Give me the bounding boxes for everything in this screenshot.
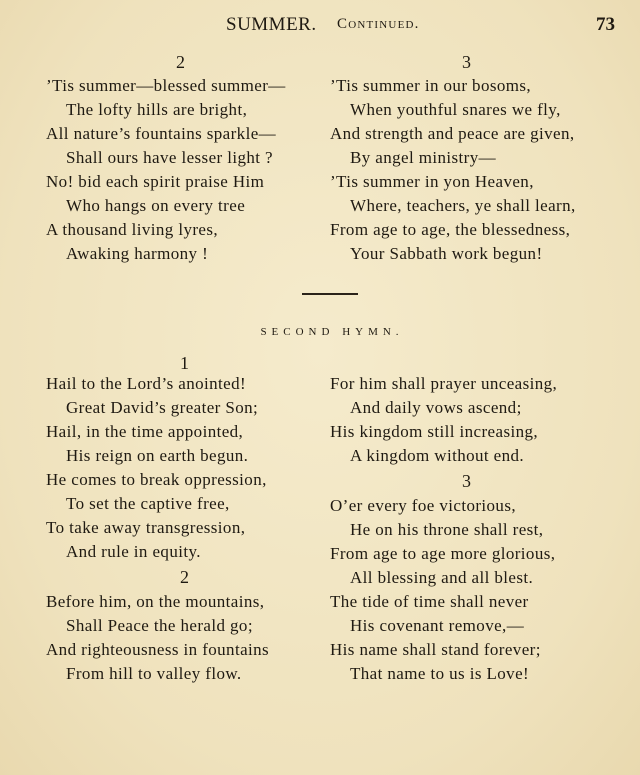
- verse-line: Where, teachers, ye shall learn,: [350, 196, 576, 215]
- verse-line: Shall ours have lesser light ?: [66, 148, 273, 167]
- verse-number: 3: [462, 471, 471, 491]
- verse-number: 2: [180, 567, 189, 587]
- verse-line: No! bid each spirit praise Him: [46, 172, 265, 191]
- verse-number: 2: [176, 52, 185, 72]
- verse-line: That name to us is Love!: [350, 664, 530, 683]
- hymn-verse-2-continued: [330, 372, 557, 468]
- section-divider: [302, 293, 358, 295]
- verse-line: All blessing and all blest.: [350, 568, 534, 587]
- verse-line: The lofty hills are bright,: [66, 100, 248, 119]
- verse-line: His name shall stand forever;: [330, 640, 541, 659]
- hymn-verse-1: [46, 372, 267, 564]
- verse-line: Your Sabbath work begun!: [350, 244, 543, 263]
- page-number: 73: [596, 14, 615, 35]
- verse-line: To take away transgression,: [46, 518, 246, 537]
- verse-line: A thousand living lyres,: [46, 220, 219, 239]
- verse-line: Hail, in the time appointed,: [46, 422, 244, 441]
- verse-line: For him shall prayer unceasing,: [330, 374, 558, 393]
- verse-line: And righteousness in fountains: [46, 640, 270, 659]
- running-title: SUMMER.: [226, 14, 317, 35]
- verse-line: Great David’s greater Son;: [66, 398, 259, 417]
- verse-line: ’Tis summer in yon Heaven,: [330, 172, 534, 191]
- verse-line: Before him, on the mountains,: [46, 592, 265, 611]
- verse-line: From age to age more glorious,: [330, 544, 556, 563]
- verse-line: Shall Peace the herald go;: [66, 616, 253, 635]
- verse-line: All nature’s fountains sparkle—: [46, 124, 277, 143]
- verse-line: To set the captive free,: [66, 494, 230, 513]
- verse-line: His covenant remove,—: [350, 616, 525, 635]
- verse-number: 1: [180, 353, 189, 373]
- verse-line: Hail to the Lord’s anointed!: [46, 374, 247, 393]
- verse-line: From hill to valley flow.: [66, 664, 242, 683]
- verse-line: O’er every foe victorious,: [330, 496, 516, 515]
- running-subtitle: Continued.: [337, 16, 420, 32]
- verse-line: He comes to break oppression,: [46, 470, 267, 489]
- verse-line: ’Tis summer in our bosoms,: [330, 76, 532, 95]
- verse-line: By angel ministry—: [350, 148, 497, 167]
- verse-line: His reign on earth begun.: [66, 446, 249, 465]
- hymn-verse-3: [330, 494, 555, 686]
- hymn-title: SECOND HYMN.: [260, 326, 404, 338]
- verse-line: And strength and peace are given,: [330, 124, 575, 143]
- verse-line: A kingdom without end.: [350, 446, 525, 465]
- verse-line: His kingdom still increasing,: [330, 422, 539, 441]
- verse-line: When youthful snares we fly,: [350, 100, 561, 119]
- verse-line: He on his throne shall rest,: [350, 520, 544, 539]
- verse-line: And rule in equity.: [66, 542, 201, 561]
- summer-verse-3: [330, 74, 576, 266]
- verse-line: Who hangs on every tree: [66, 196, 246, 215]
- verse-number: 3: [462, 52, 471, 72]
- running-header: [0, 14, 640, 38]
- hymn-verse-2: [46, 590, 269, 686]
- verse-line: ’Tis summer—blessed summer—: [46, 76, 286, 95]
- verse-line: From age to age, the blessedness,: [330, 220, 571, 239]
- verse-line: Awaking harmony !: [66, 244, 209, 263]
- verse-line: The tide of time shall never: [330, 592, 529, 611]
- summer-verse-2: [46, 74, 286, 266]
- verse-line: And daily vows ascend;: [350, 398, 522, 417]
